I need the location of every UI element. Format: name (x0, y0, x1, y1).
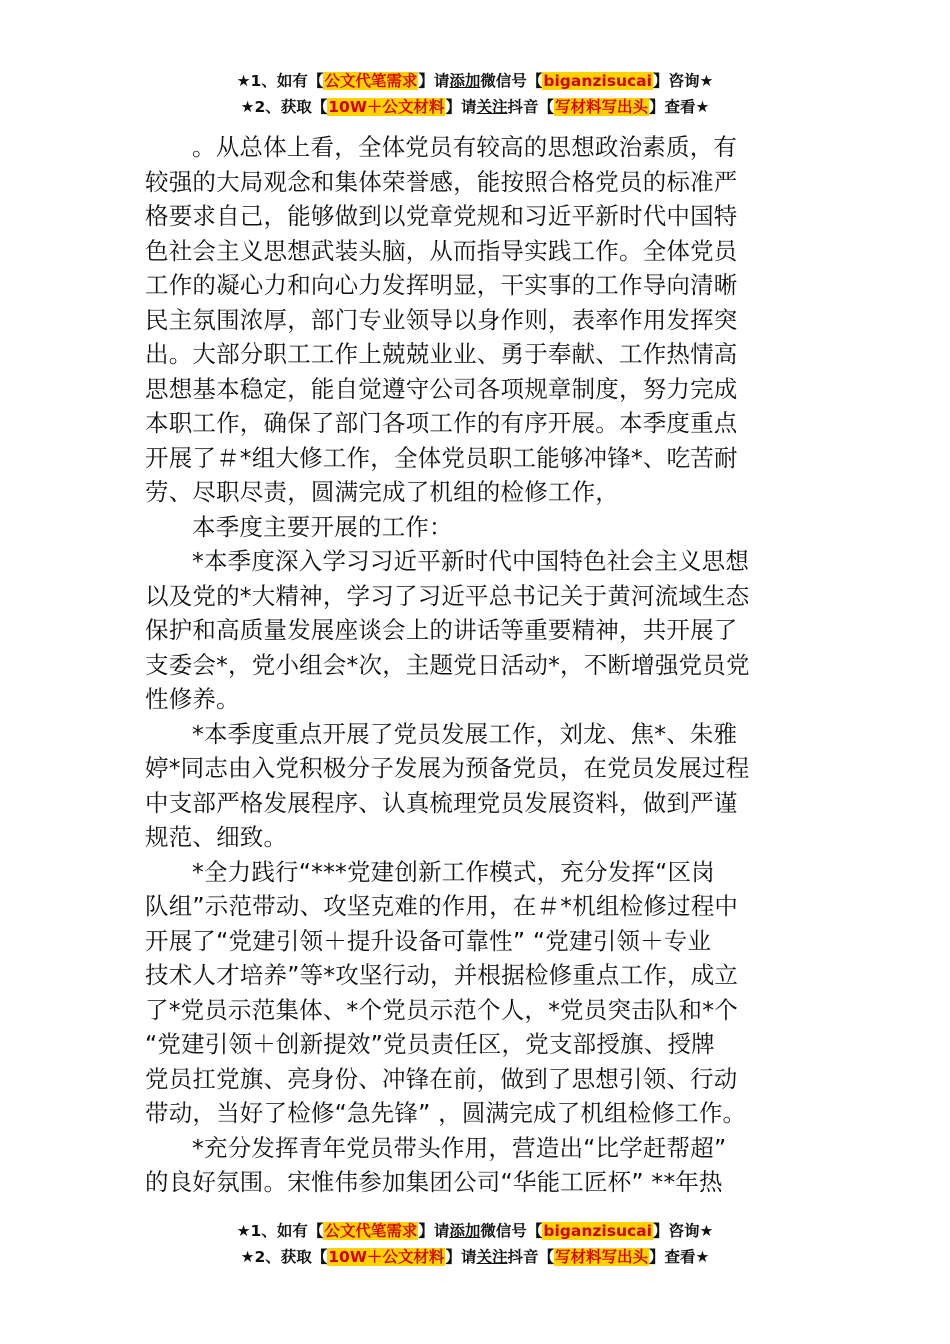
promo-text: 】咨询★ (652, 1222, 714, 1240)
promo-highlight: 10W＋公文材料 (328, 98, 445, 116)
promo-line-2 (0, 1244, 950, 1270)
promo-underlined: 添加 (449, 72, 481, 90)
promo-text: 】咨询★ (652, 72, 714, 90)
promo-highlight: biganzisucai (543, 72, 652, 90)
promo-text: 微信号【 (480, 1222, 543, 1240)
document-body (145, 130, 810, 1200)
text-line: 党员扛党旗、亮身份、冲锋在前，做到了思想引领、行动 (145, 1064, 738, 1093)
promo-underlined: 关注 (476, 98, 508, 116)
promo-highlight: 写材料写出头 (554, 98, 648, 116)
promo-text: 】查看★ (649, 1248, 710, 1266)
text-line: “党建引领＋创新提效”党员责任区，党支部授旗、授牌 (145, 1030, 715, 1058)
promo-text: 】请 (445, 98, 477, 116)
promo-underlined: 关注 (476, 1248, 508, 1266)
text-line: 开展了“党建引领＋提升设备可靠性” “党建引领＋专业 (145, 926, 712, 955)
text-line: 开展了＃*组大修工作，全体党员职工能够冲锋*、吃苦耐 (145, 443, 738, 472)
promo-text: 微信号【 (480, 72, 543, 90)
promo-text: 】查看★ (649, 98, 710, 116)
text-line: 色社会主义思想武装头脑，从而指导实践工作。全体党员 (145, 236, 738, 265)
promo-text: ★2、获取【 (240, 98, 328, 116)
promo-text: 】请 (445, 1248, 477, 1266)
text-line: *本季度重点开展了党员发展工作，刘龙、焦*、朱雅 (192, 719, 738, 748)
text-line: 。从总体上看，全体党员有较高的思想政治素质，有 (192, 133, 738, 161)
text-line: 较强的大局观念和集体荣誉感，能按照合格党员的标准严 (145, 167, 738, 196)
text-line: *本季度深入学习习近平新时代中国特色社会主义思想 (192, 547, 750, 575)
promo-text: 抖音【 (507, 98, 554, 116)
promo-text: ★1、如有【 (236, 1222, 324, 1240)
promo-highlight: 10W＋公文材料 (328, 1248, 445, 1266)
promo-line-1 (0, 68, 950, 94)
text-line: 规范、细致。 (145, 823, 288, 851)
promo-highlight: biganzisucai (543, 1222, 652, 1240)
text-line: 民主氛围浓厚，部门专业领导以身作则，表率作用发挥突 (145, 305, 738, 334)
text-line: 思想基本稳定，能自觉遵守公司各项规章制度，努力完成 (145, 374, 738, 403)
text-line: 劳、尽职尽责，圆满完成了机组的检修工作， (145, 478, 619, 506)
promo-text: ★2、获取【 (240, 1248, 328, 1266)
text-line: 本职工作，确保了部门各项工作的有序开展。本季度重点 (145, 409, 738, 437)
text-line: 格要求自己，能够做到以党章党规和习近平新时代中国特 (145, 202, 738, 230)
text-line: 技术人才培养”等*攻坚行动，并根据检修重点工作，成立 (145, 961, 739, 989)
promo-text: 】请 (418, 1222, 450, 1240)
text-line: 的良好氛围。宋惟伟参加集团公司“华能工匠杯” **年热 (145, 1168, 723, 1196)
text-line: 了*党员示范集体、*个党员示范个人，*党员突击队和*个 (145, 995, 738, 1024)
promo-line-2 (0, 94, 950, 120)
promo-text: 抖音【 (507, 1248, 554, 1266)
text-line: 性修养。 (145, 685, 240, 713)
text-line: 工作的凝心力和向心力发挥明显，干实事的工作导向清晰 (145, 271, 738, 299)
text-line: 支委会*，党小组会*次，主题党日活动*，不断增强党员党 (145, 650, 750, 679)
header-promo-banner (0, 68, 950, 120)
text-line: 队组”示范带动、攻坚克难的作用，在＃*机组检修过程中 (145, 892, 739, 920)
promo-line-1 (0, 1218, 950, 1244)
promo-highlight: 公文代笔需求 (324, 72, 418, 90)
promo-highlight: 写材料写出头 (554, 1248, 648, 1266)
promo-highlight: 公文代笔需求 (324, 1222, 418, 1240)
text-line: 中支部严格发展程序、认真梳理党员发展资料，做到严谨 (145, 788, 738, 817)
footer-promo-banner (0, 1218, 950, 1270)
promo-underlined: 添加 (449, 1222, 481, 1240)
text-line: *全力践行“***党建创新工作模式，充分发挥“区岗 (192, 857, 715, 886)
text-line: 以及党的*大精神，学习了习近平总书记关于黄河流域生态 (145, 581, 750, 610)
text-line: 出。大部分职工工作上兢兢业业、勇于奉献、工作热情高 (145, 340, 738, 368)
text-line: *充分发挥青年党员带头作用，营造出“比学赶帮超” (192, 1133, 727, 1162)
promo-text: 】请 (418, 72, 450, 90)
text-line: 保护和高质量发展座谈会上的讲话等重要精神，共开展了 (145, 616, 738, 644)
section-heading: 本季度主要开展的工作： (192, 512, 453, 541)
promo-text: ★1、如有【 (236, 72, 324, 90)
text-line: 婷*同志由入党积极分子发展为预备党员，在党员发展过程 (145, 754, 750, 782)
text-line: 带动，当好了检修“急先锋” ，圆满完成了机组检修工作。 (145, 1099, 747, 1127)
